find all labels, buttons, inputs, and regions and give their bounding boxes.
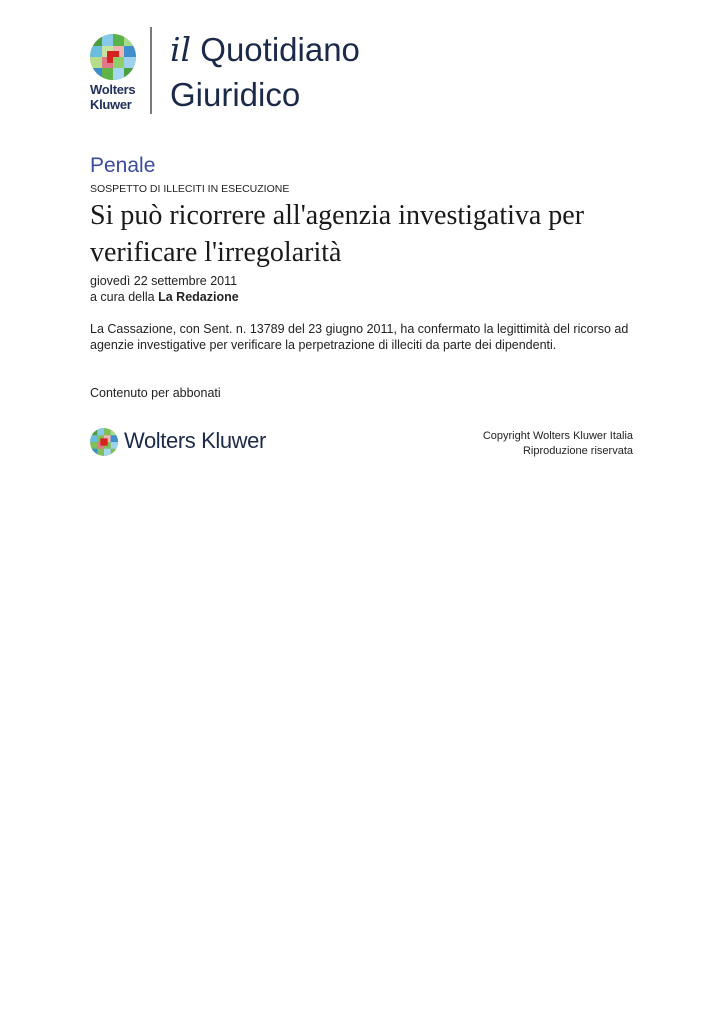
wolters-kluwer-globe-logo (90, 34, 136, 80)
copyright-notice (483, 429, 633, 459)
article-headline: Si può ricorrere all'agenzia investigativa per verificare l'irregolarità (90, 200, 585, 268)
copyright-line-1: Copyright Wolters Kluwer Italia (482, 430, 633, 442)
footer-brand: Wolters Kluwer (124, 428, 266, 453)
title-word: Quotidiano (200, 31, 360, 68)
byline-author: La Redazione (158, 290, 239, 304)
brand-line-1: Wolters (90, 82, 136, 97)
footer-globe-logo (90, 428, 118, 456)
copyright-line-2: Riproduzione riservata (522, 445, 633, 457)
article-byline (90, 290, 239, 304)
brand-wordmark (90, 82, 142, 112)
title-prefix: il (170, 30, 192, 69)
globe-icon (90, 34, 136, 80)
article-body: La Cassazione, con Sent. n. 13789 del 23 giugno 2011, ha confermato la legittimità del ricorso ad agenzie investigative per verificare la perpetrazione di illeciti da parte dei dipendenti. (90, 322, 629, 352)
article-tag: SOSPETTO DI ILLECITI IN ESECUZIONE (90, 183, 290, 195)
masthead-title-line-1 (170, 30, 360, 70)
subscribers-note: Contenuto per abbonati (90, 386, 221, 400)
article-date: giovedì 22 settembre 2011 (90, 274, 238, 288)
byline-prefix: a cura della (90, 290, 155, 304)
masthead-title-line-2: Giuridico (170, 76, 301, 113)
section-label: Penale (90, 154, 156, 177)
masthead-divider (150, 27, 152, 114)
globe-icon (90, 428, 118, 456)
brand-line-2: Kluwer (90, 97, 132, 112)
